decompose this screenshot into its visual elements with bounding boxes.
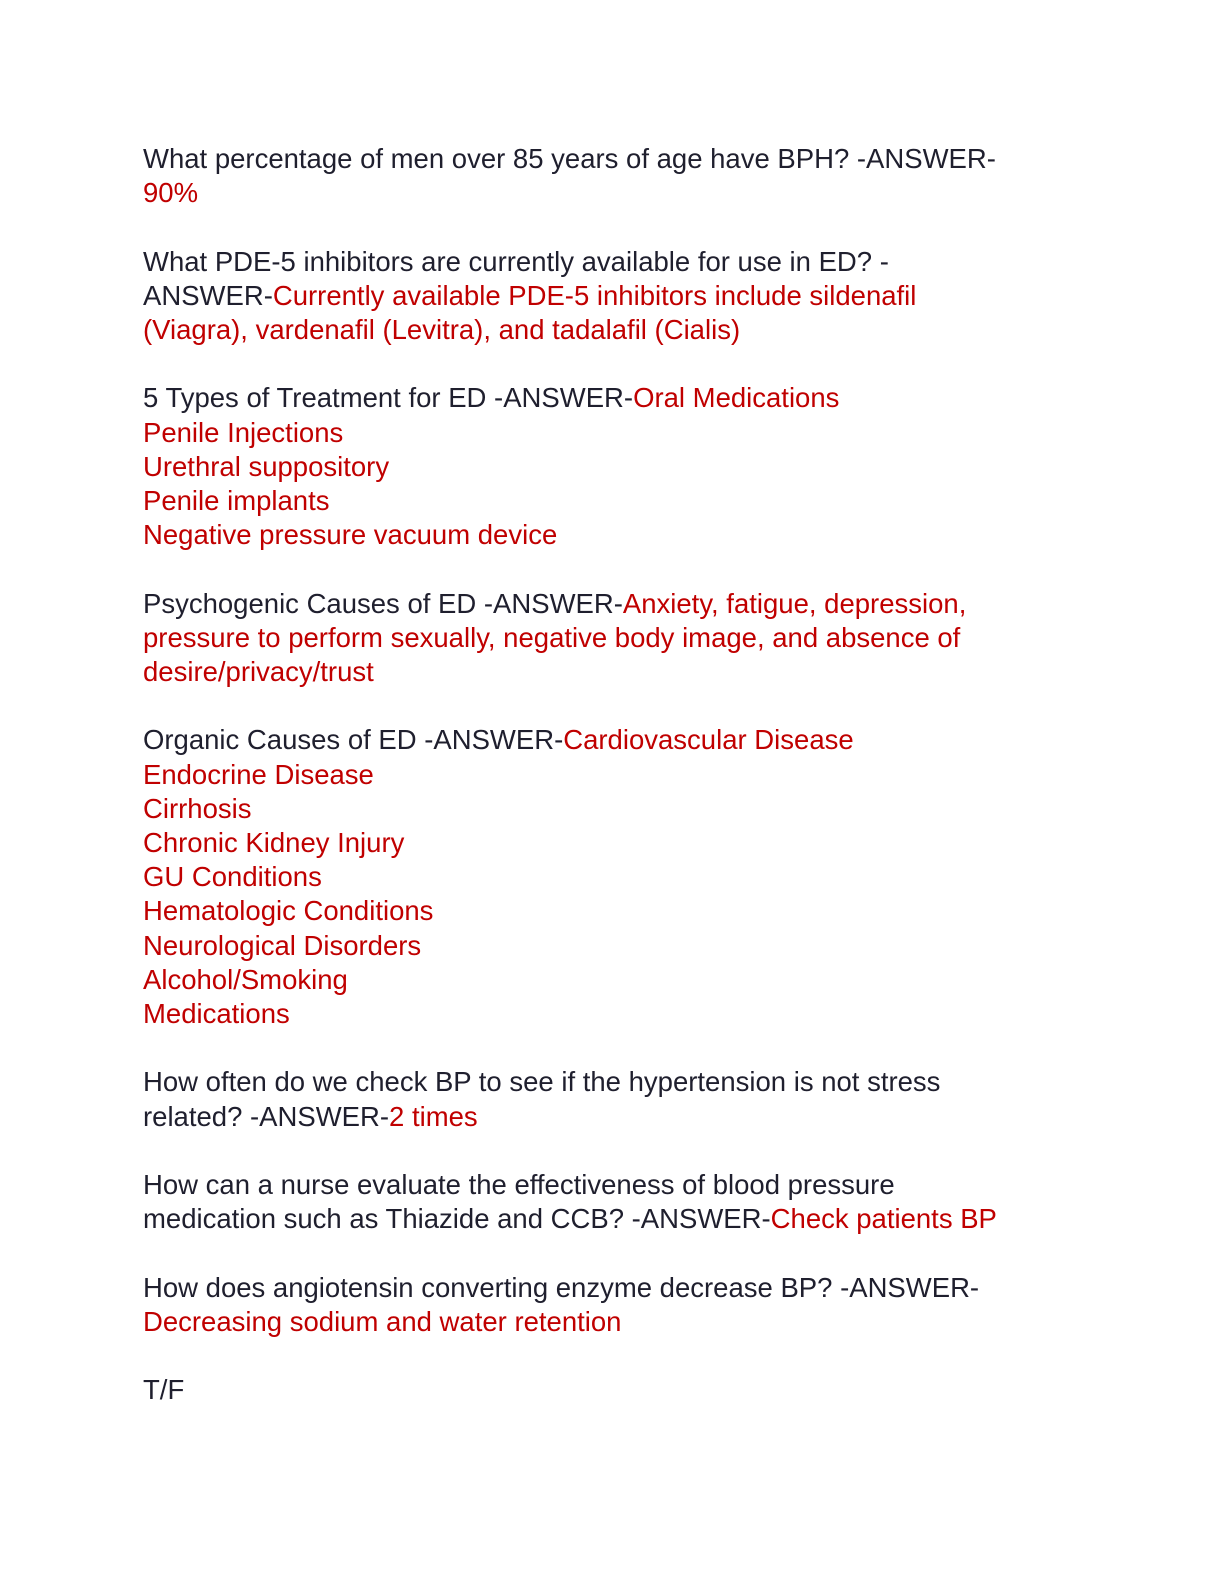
answer-list-item: Endocrine Disease <box>143 758 374 790</box>
question-line <box>143 1168 1083 1202</box>
question-line <box>143 1373 1083 1407</box>
qa-item-tf <box>143 1373 1083 1407</box>
qa-item-ace <box>143 1271 1083 1339</box>
qa-list <box>143 142 1083 1442</box>
question-text: How often do we check BP to see if the hypertension is not stress <box>143 1066 941 1098</box>
answer-text: Anxiety, fatigue, depression, <box>622 587 967 619</box>
answer-line <box>143 313 1083 347</box>
answer-line <box>143 176 1083 210</box>
question-text: Organic Causes of ED -ANSWER- <box>143 724 564 756</box>
answer-text: Cardiovascular Disease <box>563 724 854 756</box>
answer-list-item: Cirrhosis <box>143 792 252 824</box>
answer-text: Decreasing sodium and water retention <box>143 1305 622 1337</box>
question-answer-line <box>143 279 1083 313</box>
answer-list-item: Penile Injections <box>143 416 344 448</box>
question-text: Psychogenic Causes of ED -ANSWER- <box>143 587 623 619</box>
question-answer-line <box>143 723 1083 757</box>
answer-list-item: Chronic Kidney Injury <box>143 827 405 858</box>
answer-list-item: Medications <box>143 998 290 1030</box>
answer-line: desire/privacy/trust <box>143 656 374 687</box>
answer-list-item: Hematologic Conditions <box>143 895 434 927</box>
question-answer-line <box>143 587 1083 621</box>
answer-text: Check patients BP <box>770 1203 997 1235</box>
answer-text: Currently available PDE-5 inhibitors include sildenafil <box>272 279 917 311</box>
question-text: How can a nurse evaluate the effectiveness of blood pressure <box>143 1169 895 1200</box>
question-line <box>143 1271 1083 1305</box>
question-answer-line <box>143 381 1083 415</box>
question-text: ANSWER- <box>143 279 273 311</box>
question-text: 5 Types of Treatment for ED -ANSWER- <box>143 382 634 414</box>
question-text: What PDE-5 inhibitors are currently available for use in ED? - <box>143 245 889 277</box>
answer-list-item: Urethral suppository <box>143 450 390 482</box>
answer-list-item: Alcohol/Smoking <box>143 963 348 995</box>
answer-text: Oral Medications <box>633 382 840 414</box>
qa-item-bp-check <box>143 1065 1083 1133</box>
answer-text: 90% <box>143 177 199 209</box>
answer-line: pressure to perform sexually, negative body image, and absence of <box>143 621 961 653</box>
question-line <box>143 142 1083 176</box>
question-text: medication such as Thiazide and CCB? -ANSWER- <box>143 1203 771 1235</box>
answer-text: 2 times <box>389 1100 478 1132</box>
qa-item-treatment <box>143 381 1083 552</box>
question-line <box>143 1065 1083 1099</box>
qa-item-pde5 <box>143 245 1083 348</box>
answer-list-item: GU Conditions <box>143 861 322 893</box>
qa-item-bp-med <box>143 1168 1083 1236</box>
answer-text: (Viagra), vardenafil (Levitra), and tadalafil (Cialis) <box>143 314 741 345</box>
qa-item-bph <box>143 142 1083 210</box>
answer-list-item: Neurological Disorders <box>143 929 422 961</box>
question-answer-line <box>143 1100 1083 1134</box>
question-line <box>143 245 1083 279</box>
question-text: T/F <box>143 1374 185 1406</box>
answer-list-item: Penile implants <box>143 485 330 516</box>
question-text: related? -ANSWER- <box>143 1100 390 1132</box>
answer-line <box>143 1305 1083 1339</box>
qa-item-organic <box>143 723 1083 1031</box>
question-answer-line <box>143 1202 1083 1236</box>
question-text: How does angiotensin converting enzyme decrease BP? -ANSWER- <box>143 1271 980 1303</box>
answer-list-item: Negative pressure vacuum device <box>143 519 558 551</box>
qa-item-psychogenic <box>143 587 1083 690</box>
question-text: What percentage of men over 85 years of age have BPH? -ANSWER- <box>143 143 996 174</box>
